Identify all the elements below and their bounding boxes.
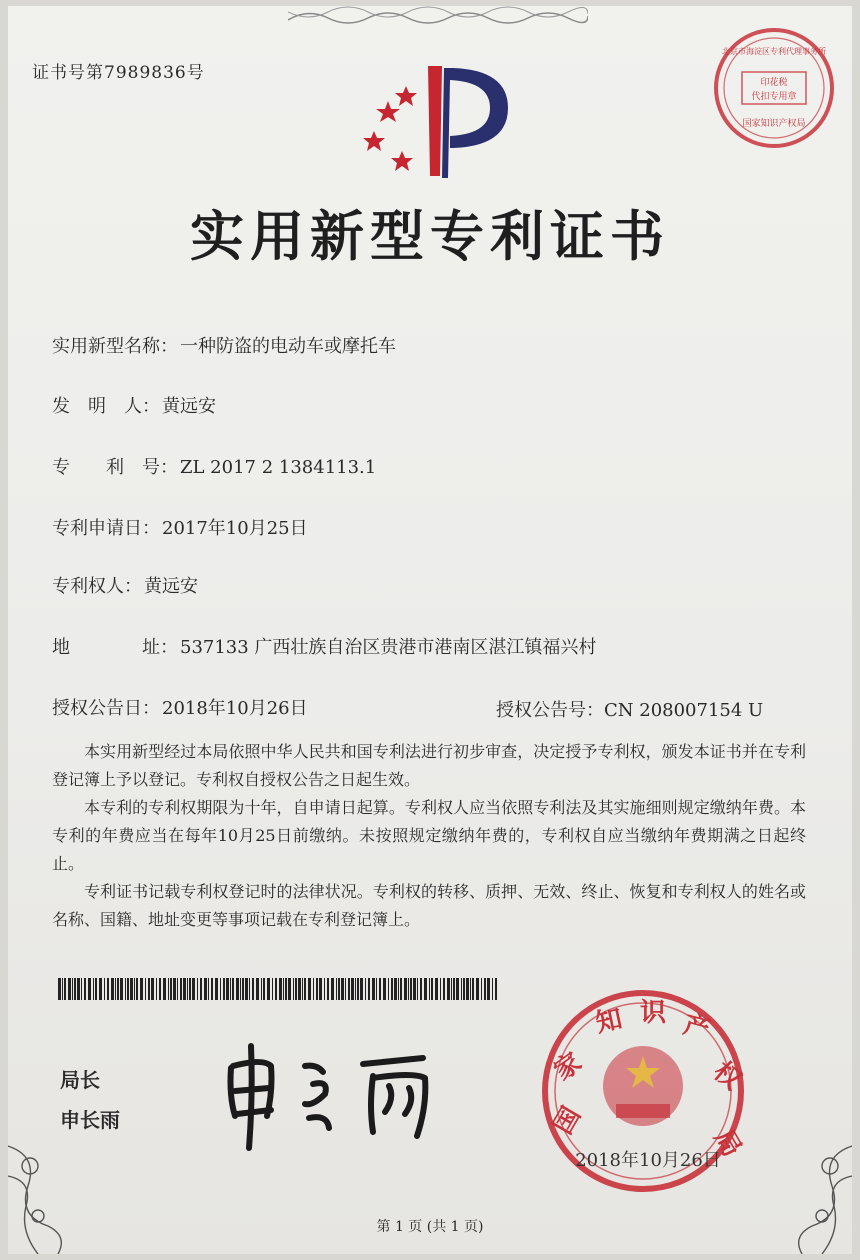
barcode-bar	[107, 978, 109, 1000]
barcode-bar	[208, 978, 209, 1000]
barcode-bar	[351, 978, 354, 1000]
barcode-bar	[304, 978, 306, 1000]
barcode-bar	[476, 978, 479, 1000]
barcode-bar	[168, 978, 169, 1000]
barcode-bar	[316, 978, 318, 1000]
barcode-bar	[341, 978, 344, 1000]
field-value: 2018年10月26日	[162, 698, 308, 719]
barcode-bar	[189, 978, 191, 1000]
barcode-bar	[117, 978, 119, 1000]
barcode-bar	[62, 978, 63, 1000]
certificate-body-text	[52, 738, 806, 934]
barcode-bar	[145, 978, 146, 1000]
barcode-bar	[391, 978, 393, 1000]
barcode-bar	[302, 978, 303, 1000]
barcode-bar	[431, 978, 433, 1000]
barcode-bar	[435, 978, 438, 1000]
barcode-bar	[64, 978, 66, 1000]
barcode-bar	[461, 978, 462, 1000]
field-label: 实用新型名称：	[52, 336, 178, 357]
barcode-bar	[429, 978, 430, 1000]
barcode-bar	[456, 978, 459, 1000]
barcode-bar	[470, 978, 471, 1000]
svg-text:识: 识	[640, 998, 667, 1028]
barcode-bar	[376, 978, 377, 1000]
barcode-bar	[130, 978, 133, 1000]
barcode-bar	[283, 978, 284, 1000]
barcode-bar	[156, 978, 157, 1000]
barcode-bar	[81, 978, 82, 1000]
barcode-bar	[372, 978, 375, 1000]
barcode-bar	[345, 978, 346, 1000]
barcode-bar	[163, 978, 166, 1000]
barcode-bar	[215, 978, 218, 1000]
barcode-bar	[115, 978, 116, 1000]
barcode-bar	[88, 978, 91, 1000]
barcode-bar	[424, 978, 427, 1000]
barcode-bar	[413, 978, 416, 1000]
barcode-bar	[134, 978, 135, 1000]
svg-text:权: 权	[707, 1056, 747, 1097]
top-border-decoration	[288, 6, 588, 24]
barcode-bar	[487, 978, 490, 1000]
barcode-bar	[183, 978, 186, 1000]
barcode-bar	[77, 978, 80, 1000]
barcode-bar	[466, 978, 469, 1000]
body-paragraph-3: 专利证书记载专利权登记时的法律状况。专利权的转移、质押、无效、终止、恢复和专利权人的姓名或名称、国籍、地址变更等事项记载在专利登记簿上。	[52, 882, 806, 929]
barcode-bar	[125, 978, 126, 1000]
barcode-bar	[481, 978, 482, 1000]
barcode-bar	[242, 978, 244, 1000]
barcode-bar	[261, 978, 262, 1000]
barcode-bar	[72, 978, 73, 1000]
barcode-bar	[230, 978, 231, 1000]
barcode-bar	[249, 978, 250, 1000]
barcode-bar	[492, 978, 493, 1000]
barcode-bar	[136, 978, 138, 1000]
certificate-page	[8, 6, 852, 1254]
field-label: 发 明 人：	[52, 396, 160, 417]
barcode-bar	[200, 978, 202, 1000]
barcode-bar	[99, 978, 102, 1000]
barcode-bar	[388, 978, 389, 1000]
field-value: 2017年10月25日	[162, 518, 308, 539]
field-label: 专利申请日：	[52, 518, 160, 539]
barcode-bar	[252, 978, 254, 1000]
field-address	[52, 633, 596, 659]
svg-text:印花税: 印花税	[760, 78, 788, 88]
barcode-bar	[379, 978, 381, 1000]
field-label: 专利权人：	[52, 576, 142, 597]
barcode-bar	[285, 978, 287, 1000]
barcode-bar	[180, 978, 182, 1000]
director-name: 申长雨	[60, 1108, 120, 1132]
barcode-bar	[173, 978, 176, 1000]
barcode-bar	[197, 978, 198, 1000]
barcode-bar	[443, 978, 445, 1000]
svg-text:国: 国	[548, 1101, 588, 1140]
barcode-bar	[192, 978, 195, 1000]
certificate-title: 实用新型专利证书	[190, 204, 670, 268]
field-inventor	[52, 392, 216, 418]
barcode-bar	[453, 978, 455, 1000]
barcode-bar	[355, 978, 356, 1000]
barcode	[58, 978, 498, 1000]
barcode-bar	[360, 978, 363, 1000]
barcode-bar	[338, 978, 340, 1000]
field-filing-date	[52, 514, 308, 540]
barcode-bar	[275, 978, 277, 1000]
field-value: 一种防盗的电动车或摩托车	[180, 336, 396, 357]
field-grant-date	[52, 694, 308, 720]
field-value: CN 208007154 U	[604, 700, 764, 721]
barcode-bar	[319, 978, 322, 1000]
barcode-bar	[232, 978, 234, 1000]
barcode-bar	[93, 978, 94, 1000]
field-value: ZL 2017 2 1384113.1	[180, 457, 377, 478]
barcode-bar	[398, 978, 399, 1000]
seal-date: 2018年10月26日	[575, 1150, 721, 1171]
barcode-bar	[313, 978, 314, 1000]
certificate-number: 证书号第7989836号	[32, 63, 205, 83]
tax-seal-stamp	[710, 24, 838, 152]
barcode-bar	[365, 978, 366, 1000]
barcode-bar	[331, 978, 334, 1000]
barcode-bar	[245, 978, 248, 1000]
field-label: 地 址：	[52, 637, 178, 658]
barcode-bar	[187, 978, 188, 1000]
patent-office-emblem-icon	[358, 46, 538, 196]
field-label: 授权公告日：	[52, 698, 160, 719]
body-paragraph-1: 本实用新型经过本局依照中华人民共和国专利法进行初步审查，决定授予专利权，颁发本证书并在专利登记簿上予以登记。专利权自授权公告之日起生效。	[52, 742, 806, 789]
barcode-bar	[308, 978, 311, 1000]
barcode-bar	[404, 978, 407, 1000]
barcode-bar	[127, 978, 129, 1000]
barcode-bar	[417, 978, 418, 1000]
barcode-bar	[68, 978, 71, 1000]
barcode-bar	[170, 978, 172, 1000]
barcode-bar	[140, 978, 143, 1000]
barcode-bar	[447, 978, 450, 1000]
svg-text:产: 产	[680, 1009, 714, 1046]
barcode-bar	[324, 978, 325, 1000]
field-grant-number	[496, 696, 763, 722]
barcode-bar	[226, 978, 229, 1000]
field-label: 专 利 号：	[52, 457, 178, 478]
barcode-bar	[420, 978, 422, 1000]
barcode-bar	[368, 978, 370, 1000]
field-label: 授权公告号：	[496, 700, 604, 721]
barcode-bar	[148, 978, 150, 1000]
barcode-bar	[484, 978, 486, 1000]
barcode-bar	[104, 978, 105, 1000]
barcode-bar	[272, 978, 273, 1000]
field-value: 黄远安	[144, 576, 198, 597]
barcode-bar	[220, 978, 221, 1000]
barcode-bar	[267, 978, 270, 1000]
handwritten-signature	[213, 1036, 463, 1156]
barcode-bar	[451, 978, 452, 1000]
barcode-bar	[348, 978, 350, 1000]
svg-text:局: 局	[707, 1124, 747, 1163]
barcode-bar	[327, 978, 329, 1000]
barcode-bar	[394, 978, 397, 1000]
barcode-bar	[408, 978, 409, 1000]
barcode-bar	[298, 978, 301, 1000]
svg-text:知: 知	[593, 1004, 625, 1039]
barcode-bar	[111, 978, 114, 1000]
barcode-bar	[357, 978, 359, 1000]
barcode-bar	[151, 978, 154, 1000]
barcode-bar	[177, 978, 178, 1000]
barcode-bar	[336, 978, 337, 1000]
barcode-bar	[159, 978, 161, 1000]
barcode-bar	[236, 978, 239, 1000]
svg-text:家: 家	[548, 1047, 588, 1087]
barcode-bar	[263, 978, 265, 1000]
barcode-bar	[279, 978, 282, 1000]
barcode-bar	[400, 978, 402, 1000]
field-utility-model-name	[52, 332, 396, 358]
barcode-bar	[74, 978, 76, 1000]
barcode-bar	[440, 978, 441, 1000]
barcode-bar	[295, 978, 297, 1000]
barcode-bar	[58, 978, 61, 1000]
svg-text:国家知识产权局: 国家知识产权局	[742, 119, 806, 129]
barcode-bar	[463, 978, 465, 1000]
barcode-bar	[95, 978, 97, 1000]
barcode-bar	[84, 978, 86, 1000]
barcode-bar	[472, 978, 474, 1000]
field-value: 黄远安	[162, 396, 216, 417]
barcode-bar	[223, 978, 225, 1000]
barcode-bar	[204, 978, 207, 1000]
barcode-bar	[256, 978, 259, 1000]
barcode-bar	[293, 978, 294, 1000]
svg-text:北京市海淀区专利代理事务所: 北京市海淀区专利代理事务所	[722, 47, 826, 56]
barcode-bar	[288, 978, 291, 1000]
barcode-bar	[410, 978, 412, 1000]
field-patent-number	[52, 453, 376, 479]
body-paragraph-2: 本专利的专利权期限为十年，自申请日起算。专利权人应当依照专利法及其实施细则规定缴纳年费。本专利的年费应当在每年10月25日前缴纳。未按照规定缴纳年费的，专利权自应当缴纳年费期满之日起终止。	[52, 798, 806, 873]
director-title: 局长	[60, 1068, 100, 1092]
barcode-bar	[383, 978, 386, 1000]
barcode-bar	[211, 978, 213, 1000]
field-patentee	[52, 572, 198, 598]
barcode-bar	[495, 978, 497, 1000]
page-number: 第 1 页 (共 1 页)	[376, 1219, 484, 1235]
svg-text:代扣专用章: 代扣专用章	[751, 92, 797, 102]
field-value: 537133 广西壮族自治区贵港市港南区湛江镇福兴村	[180, 637, 597, 658]
barcode-bar	[240, 978, 241, 1000]
barcode-bar	[120, 978, 123, 1000]
